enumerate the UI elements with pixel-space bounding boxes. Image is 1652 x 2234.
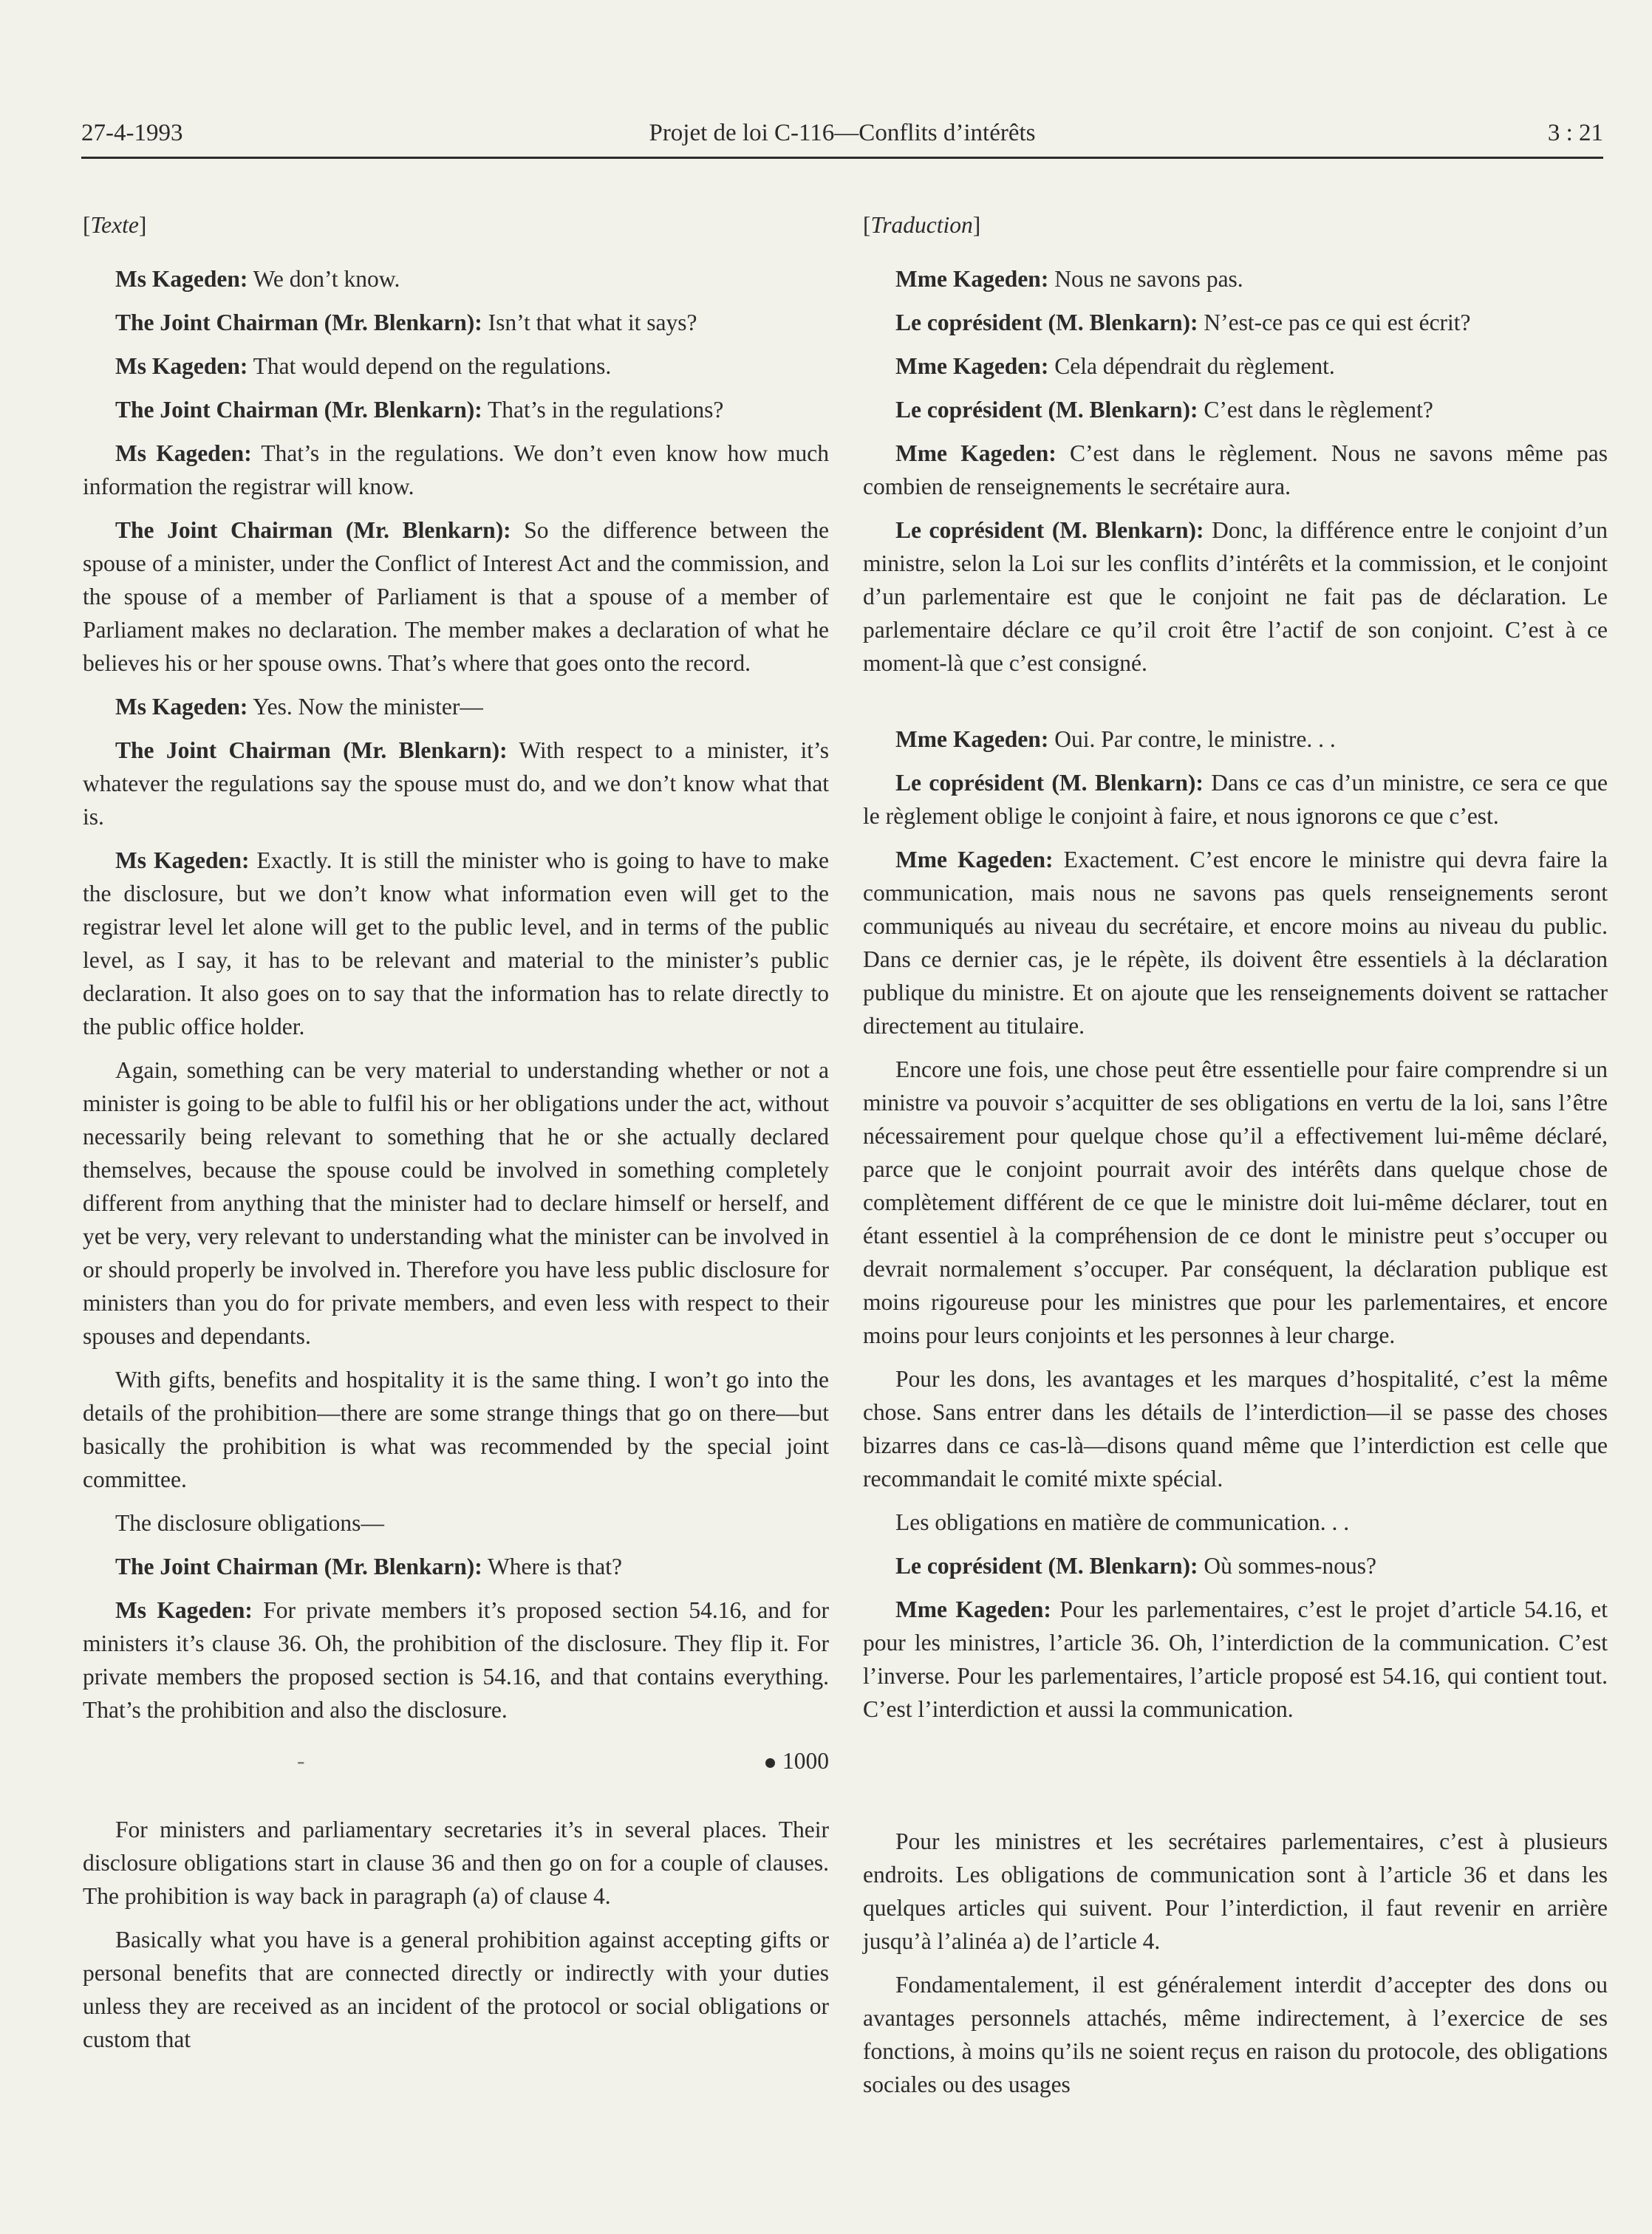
continuation-paragraph: [863, 1825, 1608, 1958]
continuation-paragraph: [863, 1362, 1608, 1495]
continuation-paragraph: [83, 1363, 829, 1496]
continuation-paragraph: [83, 1506, 829, 1540]
speech-text: Pour les parlementaires, c’est le projet d’article 54.16, et pour les ministres, l’article 36. Oh, l’interdiction de la communication. C’est l’inverse. Pour les parlementaires, l’article proposé est 54.16, qui contient tout. C’est l’interdiction et aussi la communication.: [863, 1596, 1608, 1722]
speech-text: Les obligations en matière de communication. . .: [895, 1509, 1350, 1535]
speech-text: Où sommes-nous?: [1198, 1553, 1376, 1579]
speech-text: Fondamentalement, il est généralement interdit d’accepter des dons ou avantages personnels attachés, même indirectement, à l’exercice de ses fonctions, à moins qu’ils ne soient reçus en raison du protocole, des obligations sociales ou des usages: [863, 1972, 1608, 2097]
speech-paragraph: [863, 393, 1608, 426]
header-date: 27-4-1993: [81, 120, 183, 146]
speech-text: Donc, la différence entre le conjoint d’un ministre, selon la Loi sur les conflits d’intérêts et la commission, et le conjoint d’un parlementaire est que le conjoint ne fait pas de déclaration. Le parlementaire déclare ce qu’il croit être l’actif de son conjoint. C’est à ce moment-là que c’est consigné.: [863, 517, 1608, 676]
speech-paragraph: [863, 766, 1608, 833]
speech-paragraph: [83, 349, 829, 383]
speech-text: That would depend on the regulations.: [248, 353, 612, 379]
speech-paragraph: [863, 723, 1608, 756]
speech-paragraph: [863, 1593, 1608, 1726]
speech-text: Oui. Par contre, le ministre. . .: [1048, 726, 1336, 752]
speech-paragraph: [83, 690, 829, 723]
french-paragraphs-middle: [863, 723, 1608, 1726]
speaker-name: The Joint Chairman (Mr. Blenkarn):: [115, 310, 482, 335]
speaker-name: The Joint Chairman (Mr. Blenkarn):: [115, 517, 511, 543]
english-paragraphs-before: [83, 262, 829, 1726]
time-marker-text: 1000: [782, 1748, 829, 1774]
column-label-traduction: [Traduction]: [863, 212, 981, 238]
speech-paragraph: [83, 734, 829, 833]
speaker-name: Ms Kageden:: [115, 440, 252, 466]
speech-text: Dans ce cas d’un ministre, ce sera ce que le règlement oblige le conjoint à faire, et nous ignorons ce que c’est.: [863, 770, 1608, 829]
speech-paragraph: [83, 513, 829, 680]
speech-text: N’est-ce pas ce qui est écrit?: [1198, 310, 1471, 335]
header-page-number: 3 : 21: [1547, 120, 1603, 146]
speech-text: The disclosure obligations—: [115, 1510, 384, 1536]
french-column: [863, 208, 1608, 2111]
speech-text: Exactement. C’est encore le ministre qui devra faire la communication, mais nous ne savons pas quels renseignements seront communiqués au niveau du secrétaire, et encore moins au niveau du public. Dans ce dernier cas, je le répète, ils doivent être essentiels à la déclaration publique du ministre. Et on ajoute que les renseignements doivent se rattacher directement au titulaire.: [863, 847, 1608, 1039]
speech-paragraph: [863, 437, 1608, 503]
continuation-paragraph: [83, 1813, 829, 1913]
speech-text: Isn’t that what it says?: [482, 310, 697, 335]
speaker-name: Ms Kageden:: [115, 266, 248, 292]
speech-paragraph: [83, 1550, 829, 1583]
continuation-paragraph: [863, 1968, 1608, 2101]
speech-text: For private members it’s proposed section 54.16, and for ministers it’s clause 36. Oh, the prohibition of the disclosure. They flip it. For private members the proposed section is 54.16, and that contains everything. That’s the prohibition and also the disclosure.: [83, 1597, 830, 1723]
speech-text: So the difference between the spouse of a minister, under the Conflict of Interest Act and the commission, and the spouse of a member of Parliament is that a spouse of a member of Parliament makes no declaration. The member makes a declaration of what he believes his or her spouse owns. That’s where that goes onto the record.: [83, 517, 829, 676]
speech-text: Basically what you have is a general prohibition against accepting gifts or personal benefits that are connected directly or indirectly with your duties unless they are received as an incident of the protocol or social obligations or custom that: [83, 1927, 829, 2052]
speech-paragraph: [863, 262, 1608, 296]
speech-paragraph: [83, 393, 829, 426]
page-header: [81, 120, 1603, 157]
speech-text: Yes. Now the minister—: [248, 694, 483, 720]
speaker-name: The Joint Chairman (Mr. Blenkarn):: [115, 1554, 482, 1579]
speech-text: C’est dans le règlement?: [1198, 397, 1433, 423]
speaker-name: Mme Kageden:: [895, 353, 1049, 379]
speech-text: Cela dépendrait du règlement.: [1048, 353, 1335, 379]
speaker-name: Ms Kageden:: [115, 847, 250, 873]
speaker-name: Mme Kageden:: [895, 726, 1049, 752]
speaker-name: Mme Kageden:: [895, 847, 1054, 872]
marker-dash: -: [297, 1748, 305, 1774]
speech-text: Where is that?: [482, 1554, 622, 1579]
speaker-name: Le coprésident (M. Blenkarn):: [895, 517, 1204, 543]
speech-text: Again, something can be very material to understanding whether or not a minister is going to be able to fulfil his or her obligations under the act, without necessarily being relevant to something that he or she actually declared themselves, because the spouse could be involved in something completely different from anything that the minister had to declare himself or herself, and yet be very, very relevant to understanding what the minister can be involved in or should properly be involved in. Therefore you have less public disclosure for ministers than you do for private members, and even less with respect to their spouses and dependants.: [83, 1057, 829, 1349]
column-label-texte: [Texte]: [83, 212, 147, 238]
speech-paragraph: [83, 437, 829, 503]
speaker-name: Ms Kageden:: [115, 1597, 253, 1623]
speech-paragraph: [83, 262, 829, 296]
speech-text: C’est dans le règlement. Nous ne savons même pas combien de renseignements le secrétaire aura.: [863, 440, 1608, 499]
speech-text: With respect to a minister, it’s whatever the regulations say the spouse must do, and we don’t know what that is.: [83, 737, 829, 830]
speech-text: Pour les dons, les avantages et les marques d’hospitalité, c’est la même chose. Sans entrer dans les détails de l’interdiction—il se passe des choses bizarres dans ce cas-là—disons quand même que l’interdiction est celle que recommandait le comité mixte spécial.: [863, 1366, 1608, 1492]
speech-text: Pour les ministres et les secrétaires parlementaires, c’est à plusieurs endroits. Les obligations de communication sont à l’article 36 et dans les quelques articles qui suivent. Pour l’interdiction, il faut revenir en arrière jusqu’à l’alinéa a) de l’article 4.: [863, 1828, 1608, 1954]
speech-text: For ministers and parliamentary secretaries it’s in several places. Their disclosure obligations start in clause 36 and then go on for a couple of clauses. The prohibition is way back in paragraph (a) of clause 4.: [83, 1817, 829, 1909]
speech-paragraph: [83, 1593, 829, 1726]
speaker-name: Mme Kageden:: [895, 440, 1057, 466]
continuation-paragraph: [863, 1053, 1608, 1352]
french-paragraphs-before: [863, 262, 1608, 680]
header-rule: [81, 157, 1603, 159]
bullet-icon: [765, 1758, 775, 1768]
continuation-paragraph: [83, 1923, 829, 2056]
speech-text: Exactly. It is still the minister who is going to have to make the disclosure, but we don’t know what information even will get to the registrar level let alone will get to the public level, and in terms of the public level, as I say, it has to be relevant and material to the minister’s public declaration. It also goes on to say that the information has to relate directly to the public office holder.: [83, 847, 829, 1039]
speech-paragraph: [83, 844, 829, 1043]
speech-paragraph: [863, 1549, 1608, 1582]
continuation-paragraph: [863, 1506, 1608, 1539]
column-gap: [863, 1736, 1608, 1825]
speech-paragraph: [863, 349, 1608, 383]
french-paragraphs-after: [863, 1825, 1608, 2101]
speaker-name: Mme Kageden:: [895, 266, 1049, 292]
speaker-name: Le coprésident (M. Blenkarn):: [895, 1553, 1198, 1579]
speaker-name: Ms Kageden:: [115, 353, 248, 379]
speech-paragraph: [863, 306, 1608, 339]
speech-text: With gifts, benefits and hospitality it is the same thing. I won’t go into the details of the prohibition—there are some strange things that go on there—but basically the prohibition is what was recommended by the special joint committee.: [83, 1367, 829, 1492]
header-title: Projet de loi C-116—Conflits d’intérêts: [649, 120, 1036, 146]
speech-text: That’s in the regulations. We don’t even know how much information the registrar will know.: [83, 440, 830, 499]
speaker-name: Ms Kageden:: [115, 694, 248, 720]
time-marker: [83, 1744, 829, 1777]
speech-paragraph: [83, 306, 829, 339]
speech-paragraph: [863, 513, 1608, 680]
column-gap: [863, 690, 1608, 723]
speech-text: Nous ne savons pas.: [1048, 266, 1243, 292]
speaker-name: Mme Kageden:: [895, 1596, 1051, 1622]
speech-text: Encore une fois, une chose peut être essentielle pour faire comprendre si un ministre va pouvoir s’acquitter de ses obligations en vertu de la loi, sans l’être nécessairement pour quelque chose qu’il a effectivement lui-même déclaré, parce que le conjoint pourrait avoir des intérêts dans quelque chose de complètement différent de ce que le ministre doit lui-même déclarer, tout en étant essentiel à la compréhension de ce dont le ministre peut s’occuper ou devrait normalement s’occuper. Par conséquent, la déclaration publique est moins rigoureuse pour les ministres que pour les parlementaires, et encore moins pour leurs conjoints et les personnes à leur charge.: [863, 1056, 1608, 1348]
speech-text: We don’t know.: [248, 266, 400, 292]
continuation-paragraph: [83, 1053, 829, 1353]
speaker-name: Le coprésident (M. Blenkarn):: [895, 770, 1204, 796]
speech-text: That’s in the regulations?: [482, 397, 724, 423]
speaker-name: Le coprésident (M. Blenkarn):: [895, 397, 1198, 423]
english-column: [83, 208, 829, 2066]
speaker-name: The Joint Chairman (Mr. Blenkarn):: [115, 397, 482, 423]
speaker-name: The Joint Chairman (Mr. Blenkarn):: [115, 737, 508, 763]
english-paragraphs-after: [83, 1813, 829, 2056]
speaker-name: Le coprésident (M. Blenkarn):: [895, 310, 1198, 335]
speech-paragraph: [863, 843, 1608, 1042]
